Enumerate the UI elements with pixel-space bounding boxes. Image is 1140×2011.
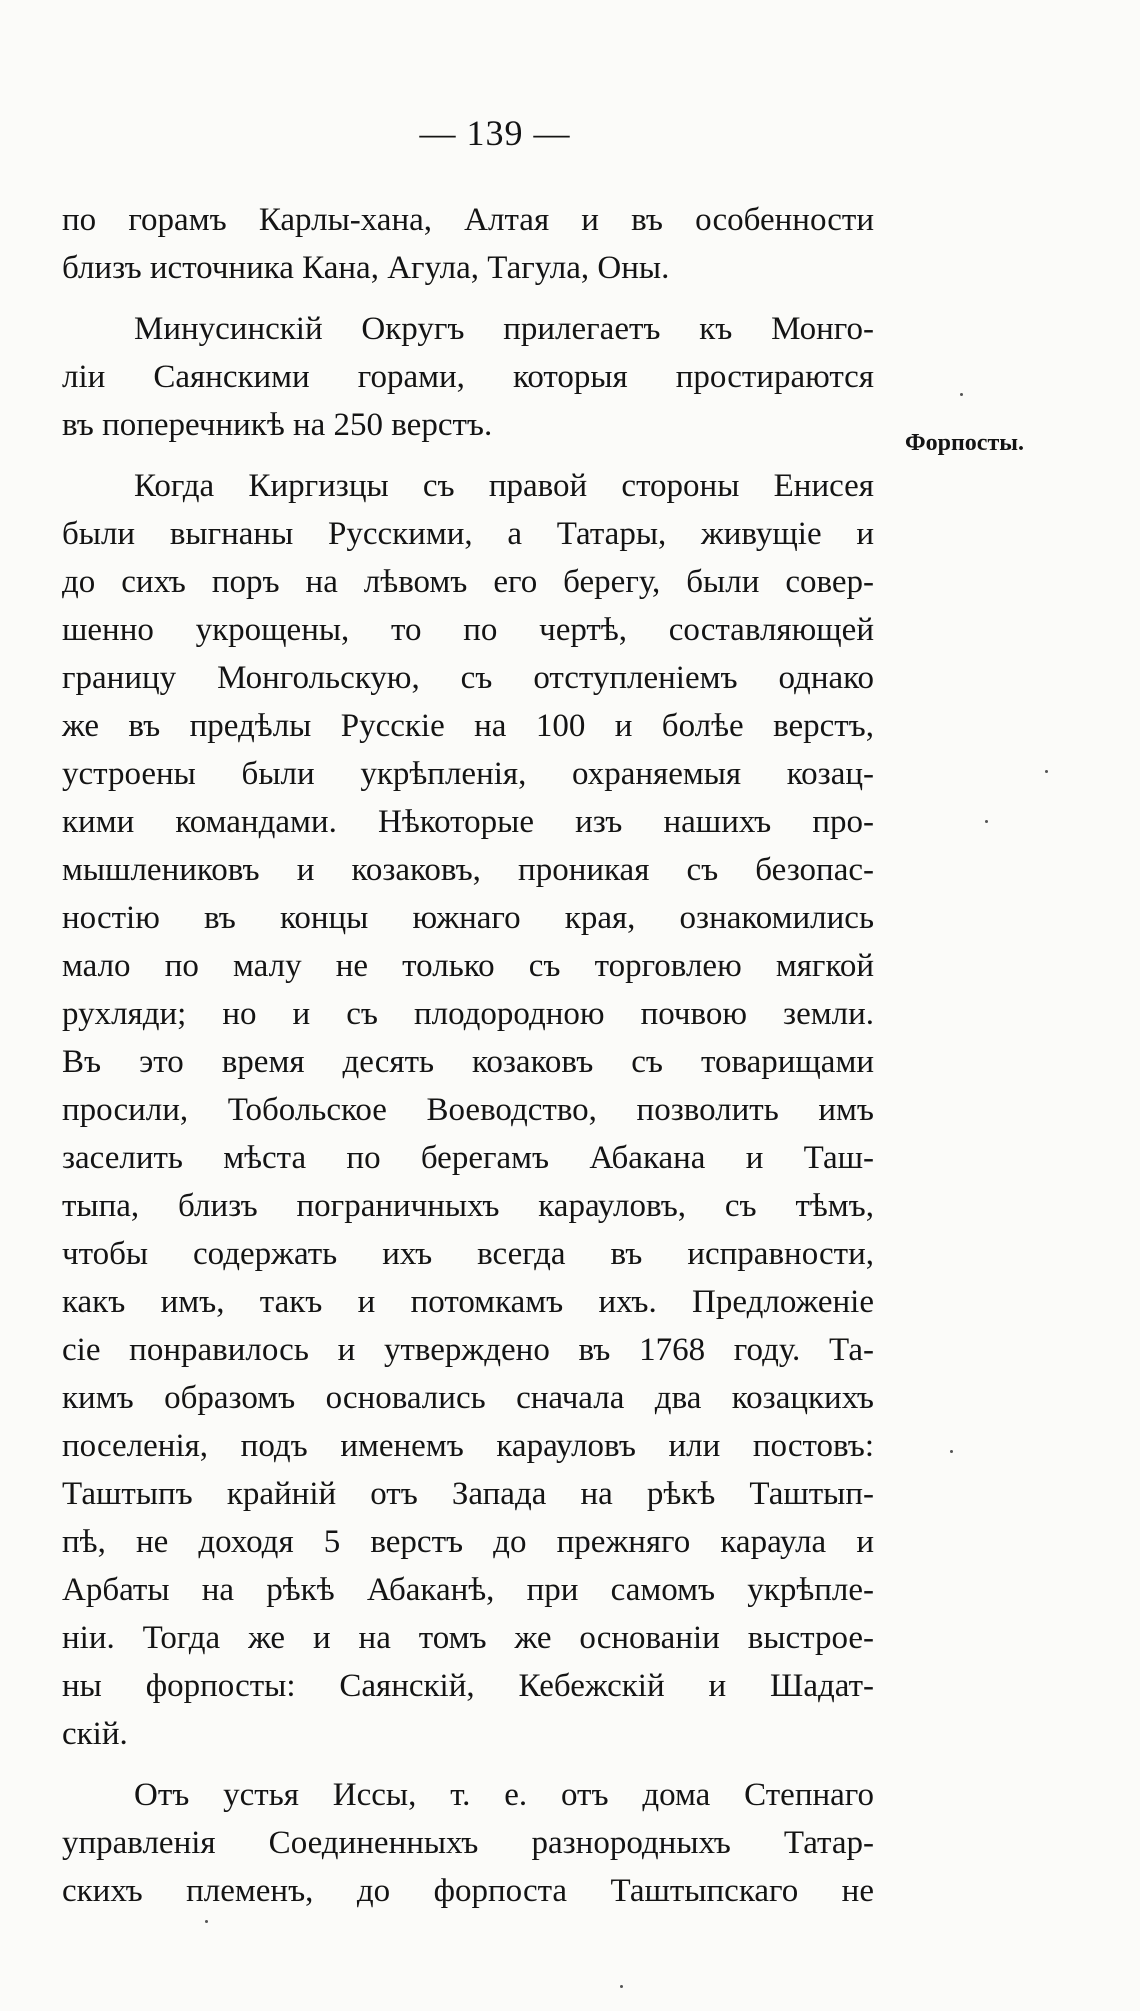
scan-speck <box>1045 770 1048 773</box>
text-line: Въ это время десять козаковъ съ товарищами <box>62 1044 874 1080</box>
text-line: же въ предѣлы Русскіе на 100 и болѣе верстъ, <box>62 708 874 744</box>
text-line: ніи. Тогда же и на томъ же основаніи выстрое- <box>62 1620 874 1656</box>
paragraph <box>62 305 874 449</box>
text-line: Когда Киргизцы съ правой стороны Енисея <box>134 468 874 504</box>
text-line: чтобы содержать ихъ всегда въ исправности, <box>62 1236 874 1272</box>
text-line: ны форпосты: Саянскій, Кебежскій и Шадат- <box>62 1668 874 1704</box>
text-line: скій. <box>62 1716 128 1752</box>
text-line: ностію въ концы южнаго края, ознакомились <box>62 900 874 936</box>
scan-speck <box>960 393 963 396</box>
paragraph <box>62 196 874 292</box>
text-line: Минусинскій Округъ прилегаетъ къ Монго- <box>134 311 874 347</box>
text-line: въ поперечникѣ на 250 верстъ. <box>62 407 493 443</box>
margin-note: Форпосты. <box>905 430 1024 456</box>
scan-speck <box>950 1450 953 1453</box>
text-line: границу Монгольскую, съ отступленіемъ однако <box>62 660 874 696</box>
text-line: просили, Тобольское Воеводство, позволить имъ <box>62 1092 874 1128</box>
text-line: скихъ племенъ, до форпоста Таштыпскаго не <box>62 1873 874 1909</box>
text-line: Отъ устья Иссы, т. е. отъ дома Степнаго <box>134 1777 874 1813</box>
text-line: какъ имъ, такъ и потомкамъ ихъ. Предложеніе <box>62 1284 874 1320</box>
text-line: мышлениковъ и козаковъ, проникая съ безопас- <box>62 852 874 888</box>
text-line: устроены были укрѣпленія, охраняемыя козац- <box>62 756 874 792</box>
text-line: были выгнаны Русскими, а Татары, живущіе и <box>62 516 874 552</box>
text-line: шенно укрощены, то по чертѣ, составляющей <box>62 612 874 648</box>
scan-speck <box>205 1920 208 1923</box>
scan-speck <box>985 820 988 823</box>
text-line: сіе понравилось и утверждено въ 1768 году. Та- <box>62 1332 874 1368</box>
text-line: Таштыпъ крайній отъ Запада на рѣкѣ Таштып- <box>62 1476 874 1512</box>
text-line: рухляди; но и съ плодородною почвою земли. <box>62 996 874 1032</box>
paragraph <box>62 1771 874 1915</box>
paragraph <box>62 462 874 1758</box>
text-line: управленія Соединенныхъ разнородныхъ Татар- <box>62 1825 874 1861</box>
text-line: мало по малу не только съ торговлею мягкой <box>62 948 874 984</box>
text-line: до сихъ поръ на лѣвомъ его берегу, были совер- <box>62 564 874 600</box>
body-text <box>62 196 874 1915</box>
text-line: пѣ, не доходя 5 верстъ до прежняго караула и <box>62 1524 874 1560</box>
text-line: тыпа, близъ пограничныхъ карауловъ, съ тѣмъ, <box>62 1188 874 1224</box>
text-line: по горамъ Карлы-хана, Алтая и въ особенности <box>62 202 874 238</box>
scan-speck <box>620 1985 623 1988</box>
text-line: поселенія, подъ именемъ карауловъ или постовъ: <box>62 1428 874 1464</box>
text-line: кими командами. Нѣкоторые изъ нашихъ про- <box>62 804 874 840</box>
text-line: Арбаты на рѣкѣ Абаканѣ, при самомъ укрѣпле- <box>62 1572 874 1608</box>
text-line: близъ источника Кана, Агула, Тагула, Оны. <box>62 250 670 286</box>
text-line: заселить мѣста по берегамъ Абакана и Таш- <box>62 1140 874 1176</box>
page-number: — 139 — <box>419 113 571 153</box>
text-line: ліи Саянскими горами, которыя простираются <box>62 359 874 395</box>
text-line: кимъ образомъ основались сначала два козацкихъ <box>62 1380 874 1416</box>
